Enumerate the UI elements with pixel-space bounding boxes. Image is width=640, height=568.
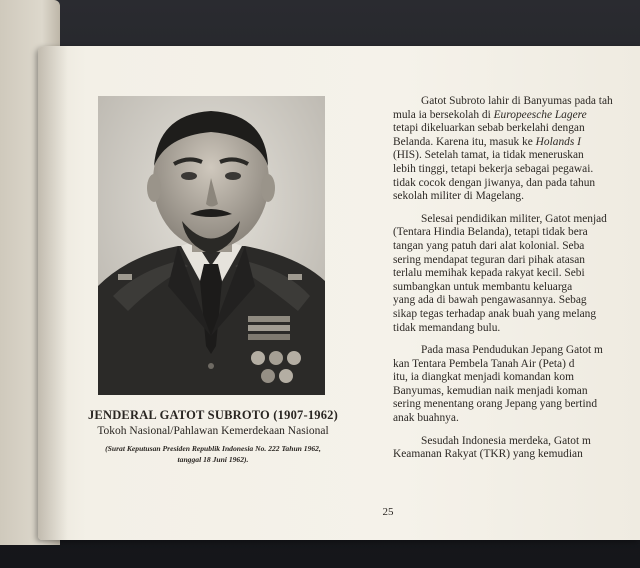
text-line: (Tentara Hindia Belanda), tetapi tidak bera xyxy=(393,226,588,239)
text-line: (HIS). Setelah tamat, ia tidak meneruskan xyxy=(393,149,584,162)
text-line: sikap tegas terhadap anak buah yang melang xyxy=(393,307,597,320)
text-line: Keamanan Rakyat (TKR) yang kemudian xyxy=(393,448,583,461)
book-page xyxy=(38,46,640,540)
caption-note xyxy=(78,443,348,465)
text-line: itu, ia diangkat menjadi komandan kom xyxy=(393,371,574,384)
text-line: sekolah militer di Magelang. xyxy=(393,190,524,203)
body-text-column xyxy=(393,95,640,471)
text-line: tetapi dikeluarkan sebab berkelahi dengan xyxy=(393,122,585,135)
text-line: tangan yang patuh dari alat kolonial. Seba xyxy=(393,239,585,252)
text-line: lebih tinggi, tetapi bekerja sebagai pegawai. xyxy=(393,162,594,175)
text-line: sumbangkan untuk membantu keluarga xyxy=(393,280,573,293)
photo-caption xyxy=(78,408,348,465)
text-line: terlalu memihak kepada rakyat kecil. Sebi xyxy=(393,267,585,280)
text-line: Gatot Subroto lahir di Banyumas pada tah xyxy=(421,95,613,107)
text-line: tidak cocok dengan jiwanya, dan pada tahun xyxy=(393,176,596,189)
text-line: Selesai pendidikan militer, Gatot menjad xyxy=(421,212,607,225)
text-line: mula ia bersekolah di Europeesche Lagere xyxy=(393,108,587,121)
text-line: Banyumas, kemudian naik menjadi koman xyxy=(393,384,588,397)
portrait-photo xyxy=(98,96,325,395)
caption-note-line: (Surat Keputusan Presiden Republik Indonesia No. 222 Tahun 1962, xyxy=(105,444,321,453)
text-line: Pada masa Pendudukan Jepang Gatot m xyxy=(421,344,603,357)
text-line: yang ada di bawah pengawasannya. Sebag xyxy=(393,294,587,307)
caption-note-line: tanggal 18 Juni 1962). xyxy=(177,455,249,464)
text-line: kan Tentara Pembela Tanah Air (Peta) d xyxy=(393,357,575,370)
page-number: 25 xyxy=(382,506,394,518)
spine-shadow xyxy=(38,46,68,540)
text-line: anak buahnya. xyxy=(393,412,459,425)
paragraph-2 xyxy=(393,213,640,335)
caption-subtitle: Tokoh Nasional/Pahlawan Kemerdekaan Nasional xyxy=(97,425,329,437)
text-line: Sesudah Indonesia merdeka, Gatot m xyxy=(421,434,591,447)
paragraph-4 xyxy=(393,435,640,462)
text-line: Belanda. Karena itu, masuk ke Holands I xyxy=(393,135,581,148)
paragraph-3 xyxy=(393,344,640,426)
text-line: sering mendapat teguran dari pihak atasan xyxy=(393,253,585,266)
text-line: tidak memandang bulu. xyxy=(393,321,501,334)
text-line: sering menentang orang Jepang yang bertind xyxy=(393,398,598,411)
caption-title: JENDERAL GATOT SUBROTO (1907-1962) xyxy=(87,408,338,422)
paragraph-1 xyxy=(393,95,640,204)
